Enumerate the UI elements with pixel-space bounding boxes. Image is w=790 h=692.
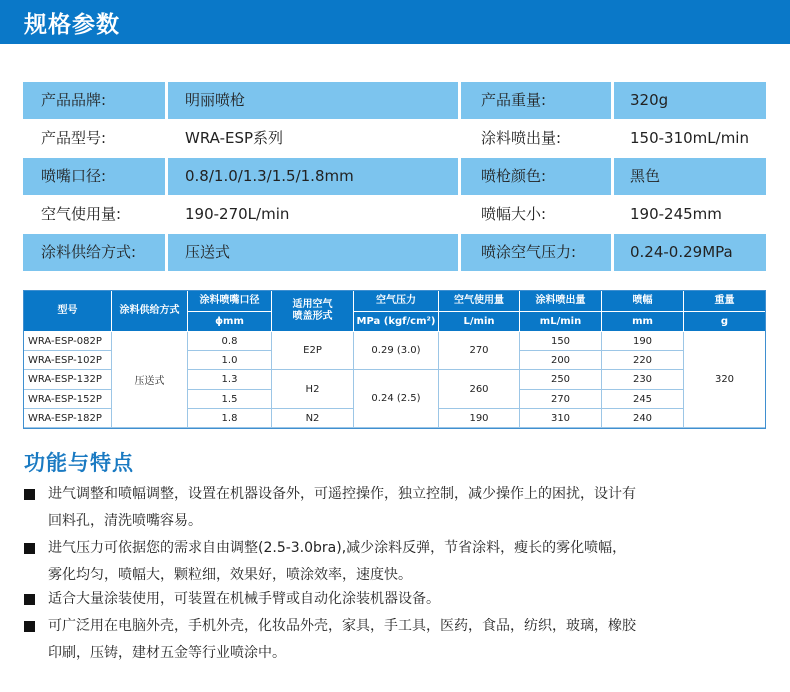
table-cell-output: 310 (520, 409, 602, 428)
spec-value: WRA-ESP系列 (185, 129, 284, 147)
th-nozzle-unit: ϕmm (188, 312, 271, 331)
feature-item (24, 586, 764, 613)
spec-row (23, 82, 766, 119)
spec-row (23, 234, 766, 271)
bullet-square-icon (24, 543, 35, 554)
table-cell-width: 245 (602, 390, 684, 409)
table-cell-nozzle: 1.8 (188, 409, 272, 428)
spec-value: 190-270L/min (185, 205, 290, 223)
spec-row (23, 120, 766, 157)
table-cell-weight: 320 (684, 332, 765, 428)
table-cell-nozzle: 1.5 (188, 390, 272, 409)
spec-label: 喷枪颜色: (461, 158, 611, 195)
feature-line: 回料孔，清洗喷嘴容易。 (48, 513, 202, 529)
table-cell-output: 250 (520, 370, 602, 390)
spec-label: 喷涂空气压力: (461, 234, 611, 271)
spec-label: 产品重量: (461, 82, 611, 119)
table-cell-air: 190 (439, 409, 520, 428)
spec-label: 喷嘴口径: (23, 158, 165, 195)
product-table (23, 290, 766, 429)
table-cell-cap: E2P (272, 332, 354, 370)
th-weight: 重量 (684, 291, 765, 311)
table-cell-nozzle: 1.3 (188, 370, 272, 390)
feature-item (24, 481, 764, 535)
feature-item (24, 535, 764, 589)
table-cell-output: 200 (520, 351, 602, 370)
spec-label: 产品型号: (41, 129, 107, 147)
th-output: 涂料喷出量 (520, 291, 601, 311)
th-nozzle: 涂料喷嘴口径 (188, 291, 271, 311)
feature-item (24, 613, 764, 667)
feature-line: 雾化均匀，喷幅大，颗粒细，效果好，喷涂效率，速度快。 (48, 567, 412, 583)
feature-line: 进气调整和喷幅调整，设置在机器设备外，可遥控操作，独立控制，减少操作上的困扰，设计有 (48, 486, 636, 502)
table-cell-air: 270 (439, 332, 520, 370)
table-cell-width: 190 (602, 332, 684, 351)
feature-line: 进气压力可依据您的需求自由调整(2.5-3.0bra),减少涂料反弹，节省涂料，瘦长的雾化喷幅， (48, 540, 627, 556)
table-cell-model: WRA-ESP-152P (24, 390, 112, 409)
spec-label: 喷幅大小: (481, 205, 547, 223)
spec-value: 190-245mm (630, 205, 722, 223)
th-weight-unit: g (684, 312, 765, 331)
bullet-square-icon (24, 594, 35, 605)
feature-line: 可广泛用在电脑外壳，手机外壳，化妆品外壳，家具，手工具，医药，食品，纺织，玻璃，橡胶 (48, 618, 636, 634)
table-cell-nozzle: 0.8 (188, 332, 272, 351)
section-title-bar (0, 0, 790, 44)
spec-value: 明丽喷枪 (168, 82, 458, 119)
th-model: 型号 (24, 291, 111, 331)
spec-label: 涂料供给方式: (23, 234, 165, 271)
spec-row (23, 158, 766, 195)
th-cap: 适用空气 喷盖形式 (272, 291, 353, 331)
th-width-unit: mm (602, 312, 683, 331)
table-cell-width: 240 (602, 409, 684, 428)
table-cell-supply: 压送式 (112, 332, 188, 428)
feature-line: 印刷，压铸，建材五金等行业喷涂中。 (48, 645, 286, 661)
spec-value: 0.8/1.0/1.3/1.5/1.8mm (168, 158, 458, 195)
spec-value: 黑色 (614, 158, 766, 195)
spec-value: 0.24-0.29MPa (614, 234, 766, 271)
page-title: 规格参数 (24, 12, 120, 38)
th-supply: 涂料供给方式 (112, 291, 187, 331)
th-pressure: 空气压力 (354, 291, 438, 311)
table-cell-model: WRA-ESP-132P (24, 370, 112, 390)
feature-line: 适合大量涂装使用，可装置在机械手臂或自动化涂装机器设备。 (48, 591, 440, 607)
th-air-unit: L/min (439, 312, 519, 331)
spec-value: 320g (614, 82, 766, 119)
table-cell-cap: N2 (272, 409, 354, 428)
th-air: 空气使用量 (439, 291, 519, 311)
table-cell-output: 270 (520, 390, 602, 409)
bullet-square-icon (24, 621, 35, 632)
table-cell-nozzle: 1.0 (188, 351, 272, 370)
table-cell-output: 150 (520, 332, 602, 351)
table-cell-width: 230 (602, 370, 684, 390)
th-output-unit: mL/min (520, 312, 601, 331)
th-pressure-unit: MPa (kgf/cm²) (354, 312, 438, 331)
bullet-square-icon (24, 489, 35, 500)
table-cell-cap: H2 (272, 370, 354, 409)
th-width: 喷幅 (602, 291, 683, 311)
table-cell-pressure: 0.24 (2.5) (354, 370, 439, 428)
features-title: 功能与特点 (24, 451, 134, 475)
spec-label: 涂料喷出量: (481, 129, 562, 147)
table-cell-width: 220 (602, 351, 684, 370)
spec-label: 空气使用量: (41, 205, 122, 223)
table-cell-model: WRA-ESP-182P (24, 409, 112, 428)
table-cell-model: WRA-ESP-082P (24, 332, 112, 351)
table-cell-model: WRA-ESP-102P (24, 351, 112, 370)
spec-value: 压送式 (168, 234, 458, 271)
table-cell-pressure: 0.29 (3.0) (354, 332, 439, 370)
spec-label: 产品品牌: (23, 82, 165, 119)
spec-value: 150-310mL/min (630, 129, 749, 147)
table-cell-air: 260 (439, 370, 520, 409)
spec-row (23, 196, 766, 233)
